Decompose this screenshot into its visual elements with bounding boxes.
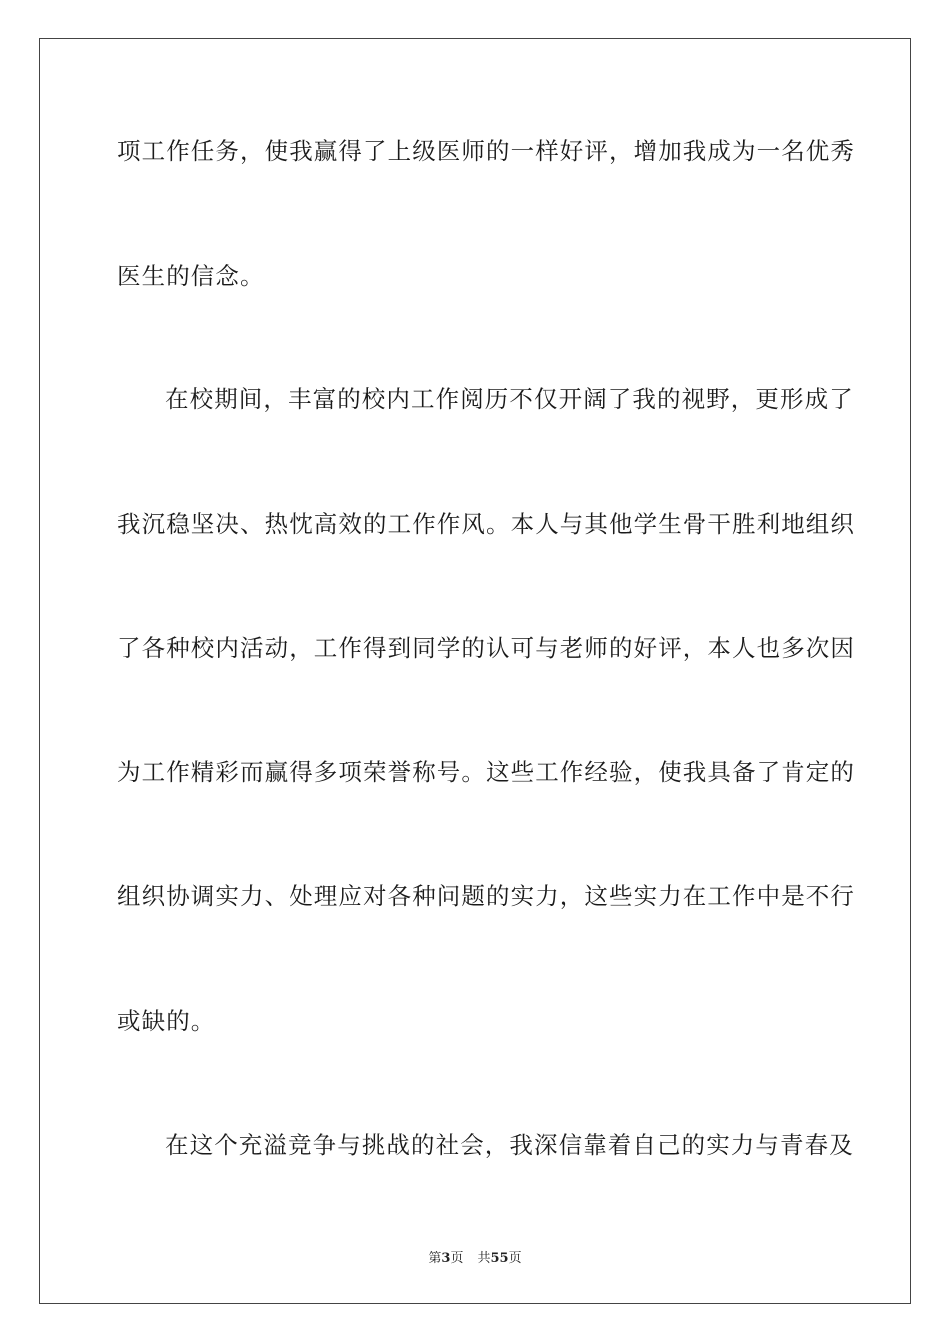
footer-page-suffix: 页 xyxy=(450,1251,464,1266)
text-line-5: 了各种校内活动，工作得到同学的认可与老师的好评，本人也多次因 xyxy=(117,634,855,662)
page-border xyxy=(39,38,911,1304)
text-line-8: 或缺的。 xyxy=(117,1007,216,1035)
text-line-1: 项工作任务，使我赢得了上级医师的一样好评，增加我成为一名优秀 xyxy=(117,137,855,165)
text-line-7: 组织协调实力、处理应对各种问题的实力，这些实力在工作中是不行 xyxy=(117,882,855,910)
footer-page-prefix: 第 xyxy=(428,1251,442,1266)
footer-total-pages: 55 xyxy=(490,1251,509,1266)
footer-total-suffix: 页 xyxy=(508,1251,522,1266)
text-line-2: 医生的信念。 xyxy=(117,262,265,290)
page-footer xyxy=(0,1247,950,1266)
text-line-4: 我沉稳坚决、热忱高效的工作作风。本人与其他学生骨干胜利地组织 xyxy=(117,510,855,538)
footer-total-prefix: 共 xyxy=(477,1251,491,1266)
text-line-6: 为工作精彩而赢得多项荣誉称号。这些工作经验，使我具备了肯定的 xyxy=(117,758,855,786)
footer-current-page: 3 xyxy=(441,1251,451,1266)
paragraph-start-line-3: 在校期间，丰富的校内工作阅历不仅开阔了我的视野，更形成了 xyxy=(165,385,854,413)
paragraph-start-line-9: 在这个充溢竞争与挑战的社会，我深信靠着自己的实力与青春及 xyxy=(165,1131,854,1159)
